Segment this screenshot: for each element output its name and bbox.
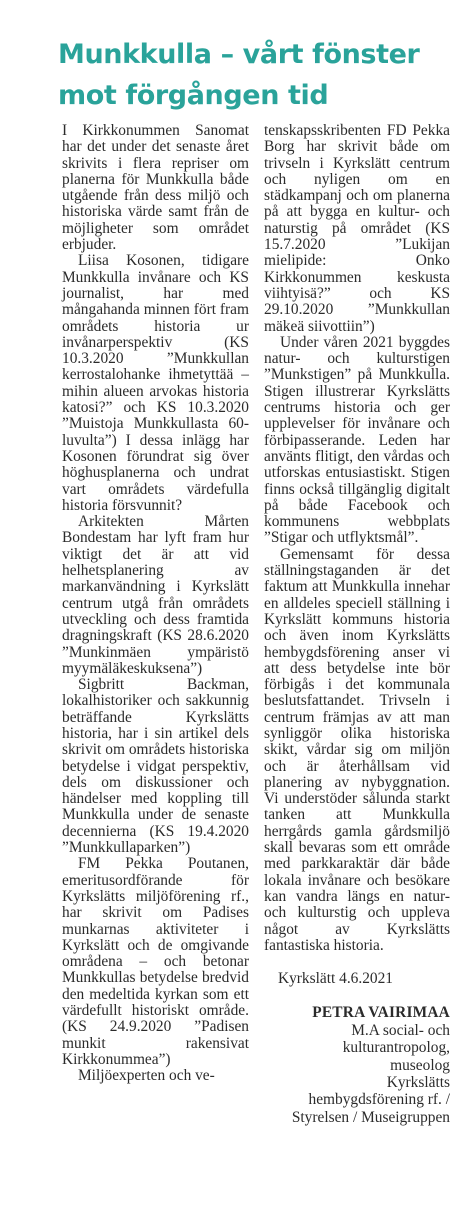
- author-title-line: Kyrkslätts: [386, 1074, 450, 1092]
- article-paragraph: Miljöexperten och ve-: [78, 1067, 215, 1085]
- article-column-right: [264, 123, 450, 1126]
- article-paragraph: Sigbritt Backman, lokalhistoriker och sakkunnig beträffande Kyrkslätts historia, har i sin artikel dels skrivit om områdets historiska betydelse i vidgat perspektiv, dels om diskussioner och händelser med koppling till Munkkulla under de senaste decennierna (KS 19.4.2020 ”Munkkullaparken”): [62, 676, 249, 857]
- signature-block: [264, 1004, 450, 1126]
- headline: [58, 34, 458, 116]
- article-paragraph: Under våren 2021 byggdes natur- och kulturstigen ”Munkstigen” på Munkkulla. Stigen illustrerar Kyrkslätts centrums historia och ger upplevelser för invånare och förbipasserande. Leden har använts flitigt, den vårdas och utforskas entusiastiskt. Stigen finns också tillgänglig digitalt på både Facebook och kommunens webbplats ”Stigar och utflyktsmål”.: [264, 333, 450, 547]
- article-paragraph: Liisa Kosonen, tidigare Munkkulla invånare och KS journalist, har med mångahanda minnen fört fram områdets historia ur invånarperspektiv (KS 10.3.2020 ”Munkkullan kerrostalohanke ihmetyttää – mihin alueen arvokas historia katosi?” och KS 10.3.2020 ”Muistoja Munkkullasta 60-luvulta”) I dessa inlägg har Kosonen förundrat sig över höghusplanerna och undrat vart områdets värdefulla historia försvunnit?: [62, 252, 249, 514]
- author-title-line: hembygdsförening rf. /: [308, 1091, 450, 1109]
- author-name: PETRA VAIRIMAA: [312, 1004, 450, 1022]
- author-title-line: kulturantropolog,: [342, 1039, 450, 1057]
- author-title-line: M.A social- och: [351, 1021, 450, 1039]
- headline-line-1: Munkkulla – vårt fönster: [58, 39, 420, 70]
- dateline: Kyrkslätt 4.6.2021: [278, 970, 393, 988]
- author-title-line: museolog: [390, 1056, 450, 1074]
- author-title-line: Styrelsen / Museigruppen: [291, 1108, 450, 1126]
- article-paragraph: Arkitekten Mårten Bondestam har lyft fram hur viktigt det är att vid helhetsplanering av markanvändning i Kyrkslätt centrum utgå från områdets utveckling och dess framtida dragningskraft (KS 28.6.2020 ”Munkinmäen ympäristö myymäläkeskuksena”): [62, 513, 249, 677]
- article-paragraph: Gemensamt för dessa ställningstaganden är det faktum att Munkkulla innehar en alldeles speciell ställning i Kyrkslätt kommuns historia och även inom Kyrkslätts hembygdsförening anser vi att dess betydelse inte bör förbigås i det kommunala beslutsfattandet. Trivseln i centrum främjas av att man synliggör olika historiska skikt, vårdar sig om miljön och är återhållsam vid planering av nybyggnation. Vi understöder sålunda starkt tanken att Munkkulla herrgårds gamla gårdsmiljö skall bevaras som ett område med parkkaraktär där både lokala invånare och besökare kan vandra längs en natur- och kulturstig och uppleva något av Kyrkslätts fantastiska historia.: [264, 545, 450, 954]
- article-paragraph: tenskapsskribenten FD Pekka Borg har skrivit både om trivseln i Kyrkslätt centrum och nyligen om en städkampanj och om planerna på att bygga en kultur- och naturstig på området (KS 15.7.2020 ”Lukijan mielipide: Onko Kirkkonummen keskusta viihtyisä?” och KS 29.10.2020 ”Munkkullan mäkeä siivottiin”): [264, 122, 450, 335]
- article-column-left: [62, 123, 249, 1085]
- article-paragraph: I Kirkkonummen Sanomat har det under det senaste året skrivits i flera repriser om planerna för Munkkulla både utgående från dess miljö och historiska värde samt från de möjligheter som området erbjuder.: [62, 122, 249, 254]
- headline-line-2: mot förgången tid: [58, 80, 329, 111]
- article-paragraph: FM Pekka Poutanen, emeritusordförande för Kyrkslätts miljöförening rf., har skrivit om Padises munkarnas aktiviteter i Kyrkslätt och de omgivande områdena – och betonar Munkkullas betydelse bredvid den medeltida kyrkan som ett värdefullt historiskt område. (KS 24.9.2020 ”Padisen munkit rakensivat Kirkkonummea”): [62, 855, 249, 1068]
